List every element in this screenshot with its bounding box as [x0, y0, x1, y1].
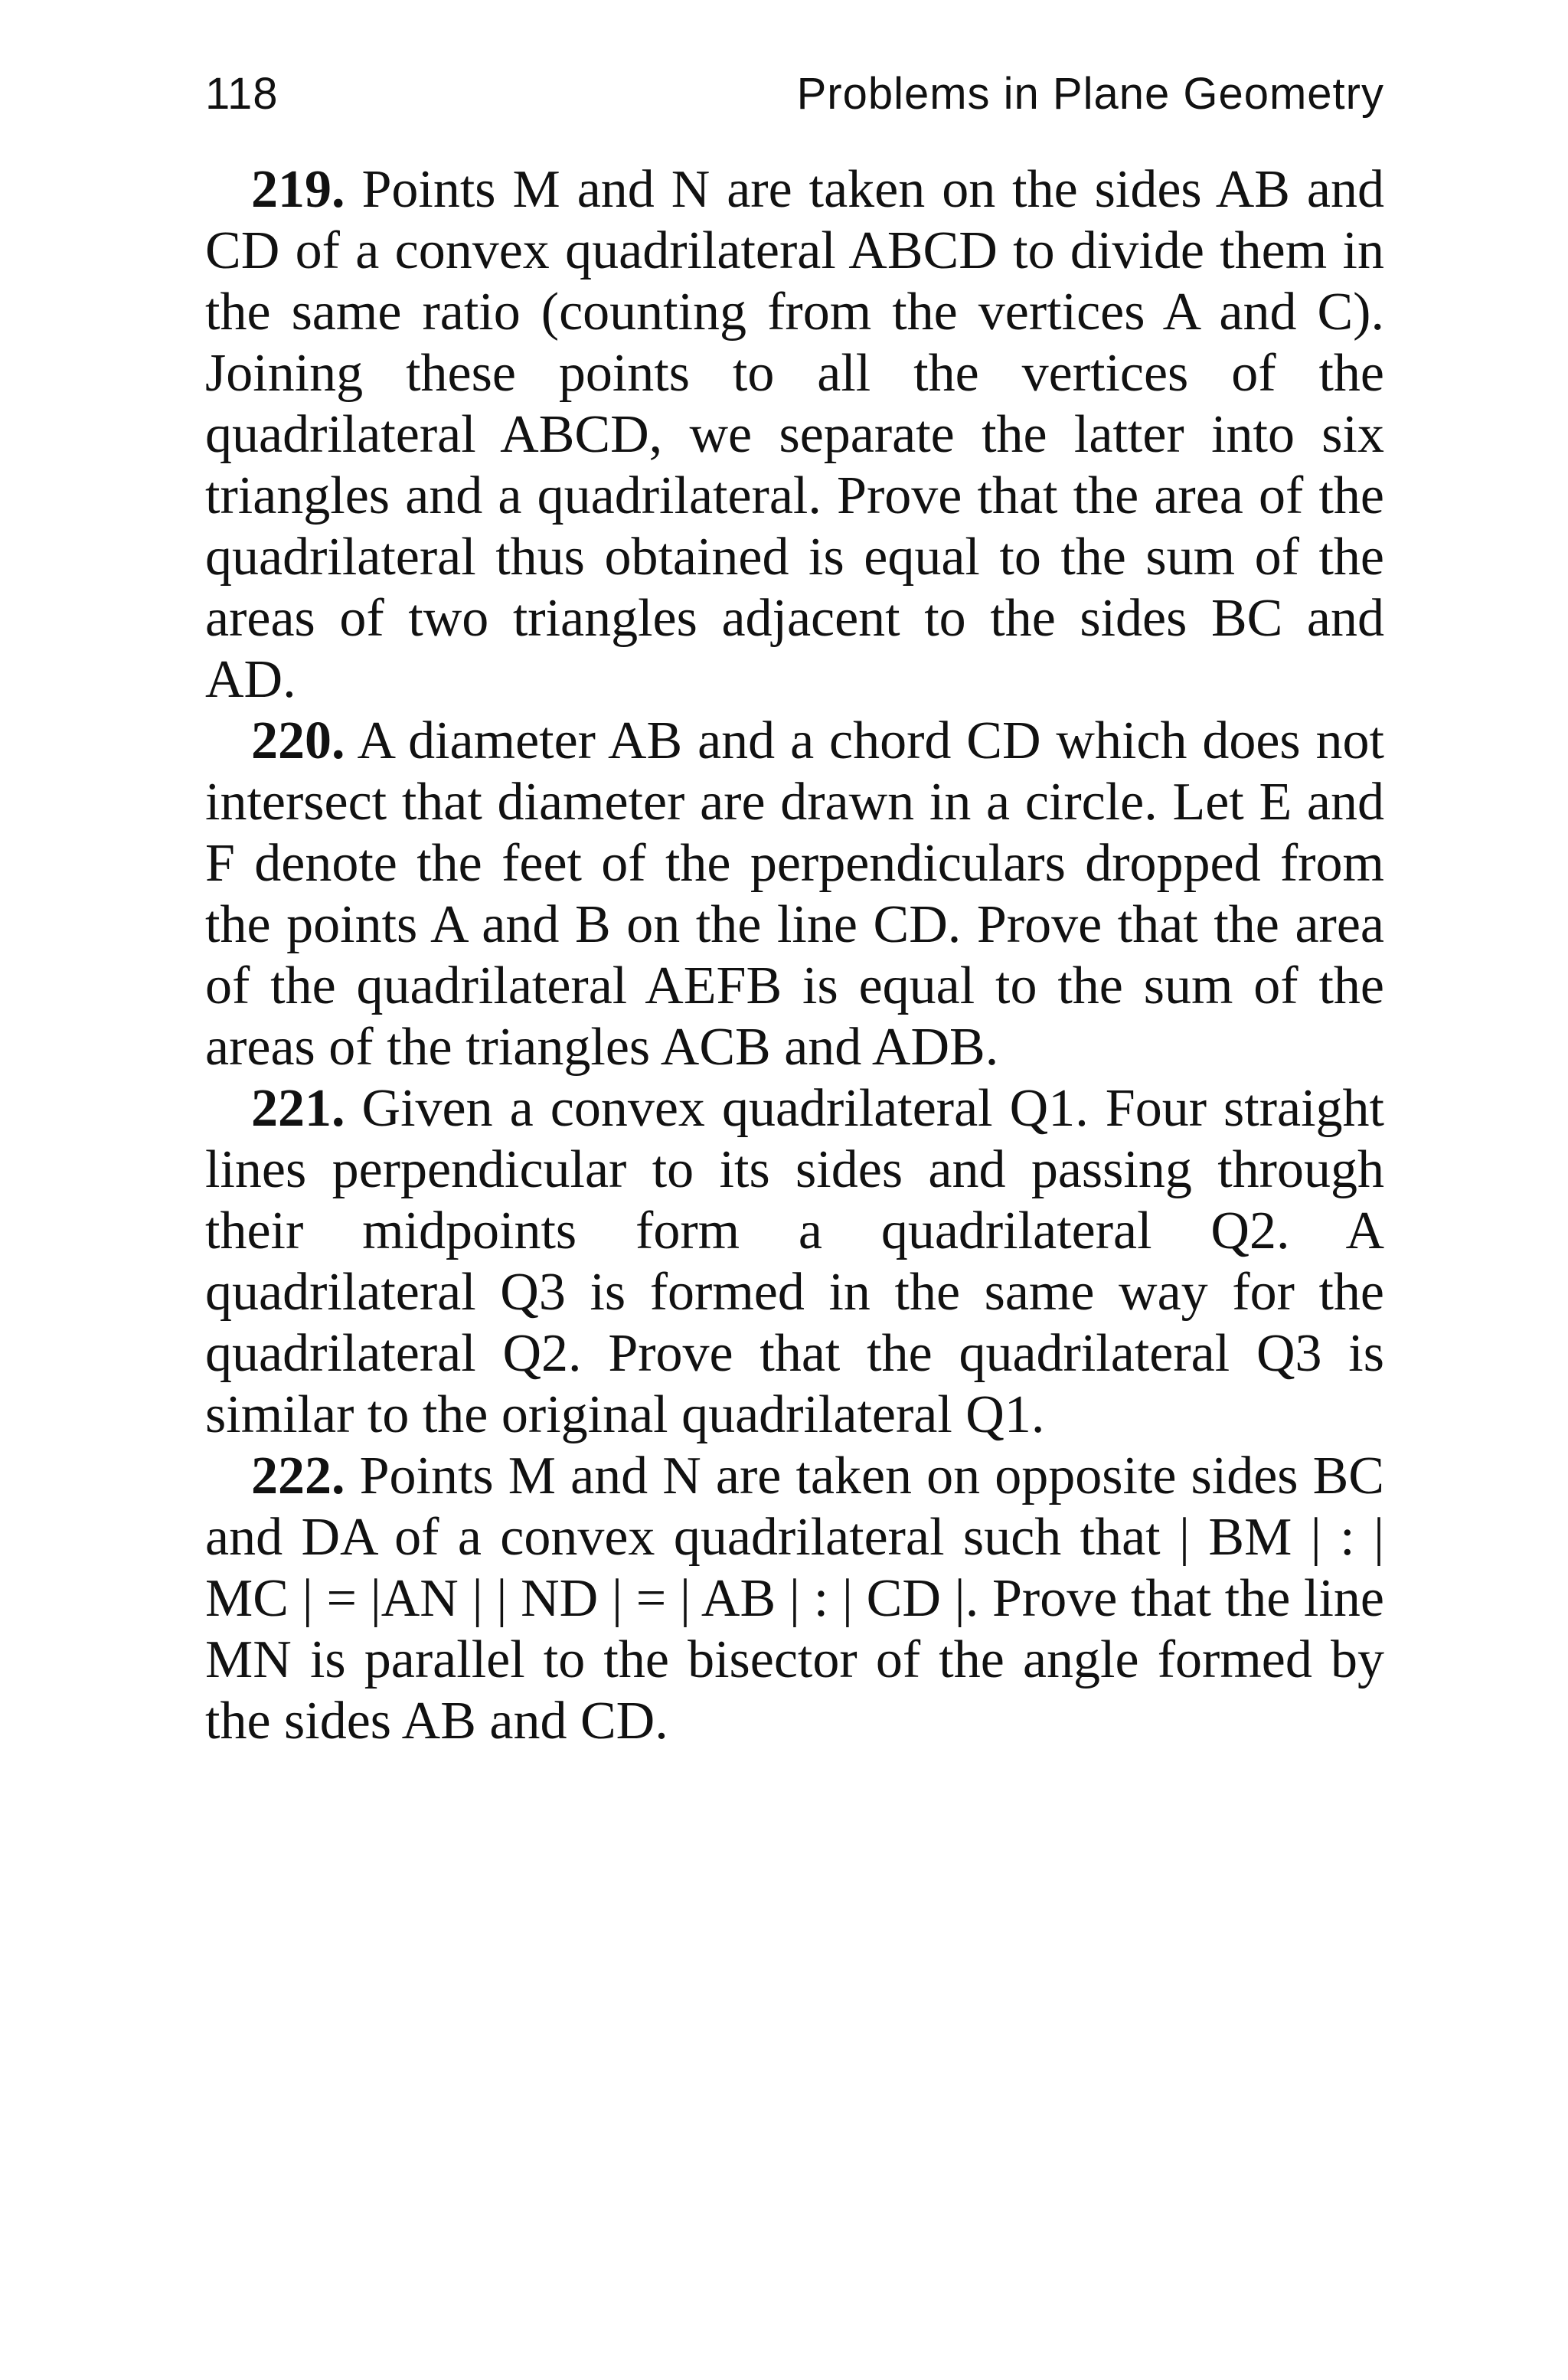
problem-number: 219. [251, 160, 345, 219]
problem-number: 222. [251, 1447, 345, 1505]
page-header [205, 67, 1384, 121]
problem-text: A diameter AB and a chord CD which does not intersect that diameter are drawn in a circle. Let E and F denote the feet of the perpendiculars dropped from the points A and B on the line CD. Prove that the area of the quadrilateral AEFB is equal to the sum of the areas of the triangles ACB and ADB. [205, 711, 1384, 1077]
page-number: 118 [205, 69, 279, 119]
running-title: Problems in Plane Geometry [796, 69, 1384, 119]
problem-text: Points M and N are taken on opposite sides BC and DA of a convex quadrilateral such that | BM | : | MC | = |AN | | ND | = | AB | : | CD |. Prove that the line MN is parallel to the bisector of the angle formed by the sides AB and CD. [205, 1447, 1384, 1751]
problem-text: Given a convex quadrilateral Q1. Four straight lines perpendicular to its sides and passing through their midpoints form a quadrilateral Q2. A quadrilateral Q3 is formed in the same way for the quadrilateral Q2. Prove that the quadrilateral Q3 is similar to the original quadrilateral Q1. [205, 1079, 1385, 1444]
problem-221 [205, 1078, 1384, 1446]
problem-220 [205, 711, 1384, 1078]
problem-number: 221. [251, 1079, 345, 1138]
problem-text: Points M and N are taken on the sides AB and CD of a convex quadrilateral ABCD to divide them in the same ratio (counting from the vertices A and C). Joining these points to all the vertices of the quadrilateral ABCD, we separate the latter into six triangles and a quadrilateral. Prove that the area of the quadrilateral thus obtained is equal to the sum of the areas of two triangles adjacent to the sides BC and AD. [205, 160, 1385, 709]
book-page [205, 67, 1384, 1752]
problem-219 [205, 159, 1384, 711]
problem-222 [205, 1446, 1384, 1752]
problem-number: 220. [251, 711, 345, 770]
